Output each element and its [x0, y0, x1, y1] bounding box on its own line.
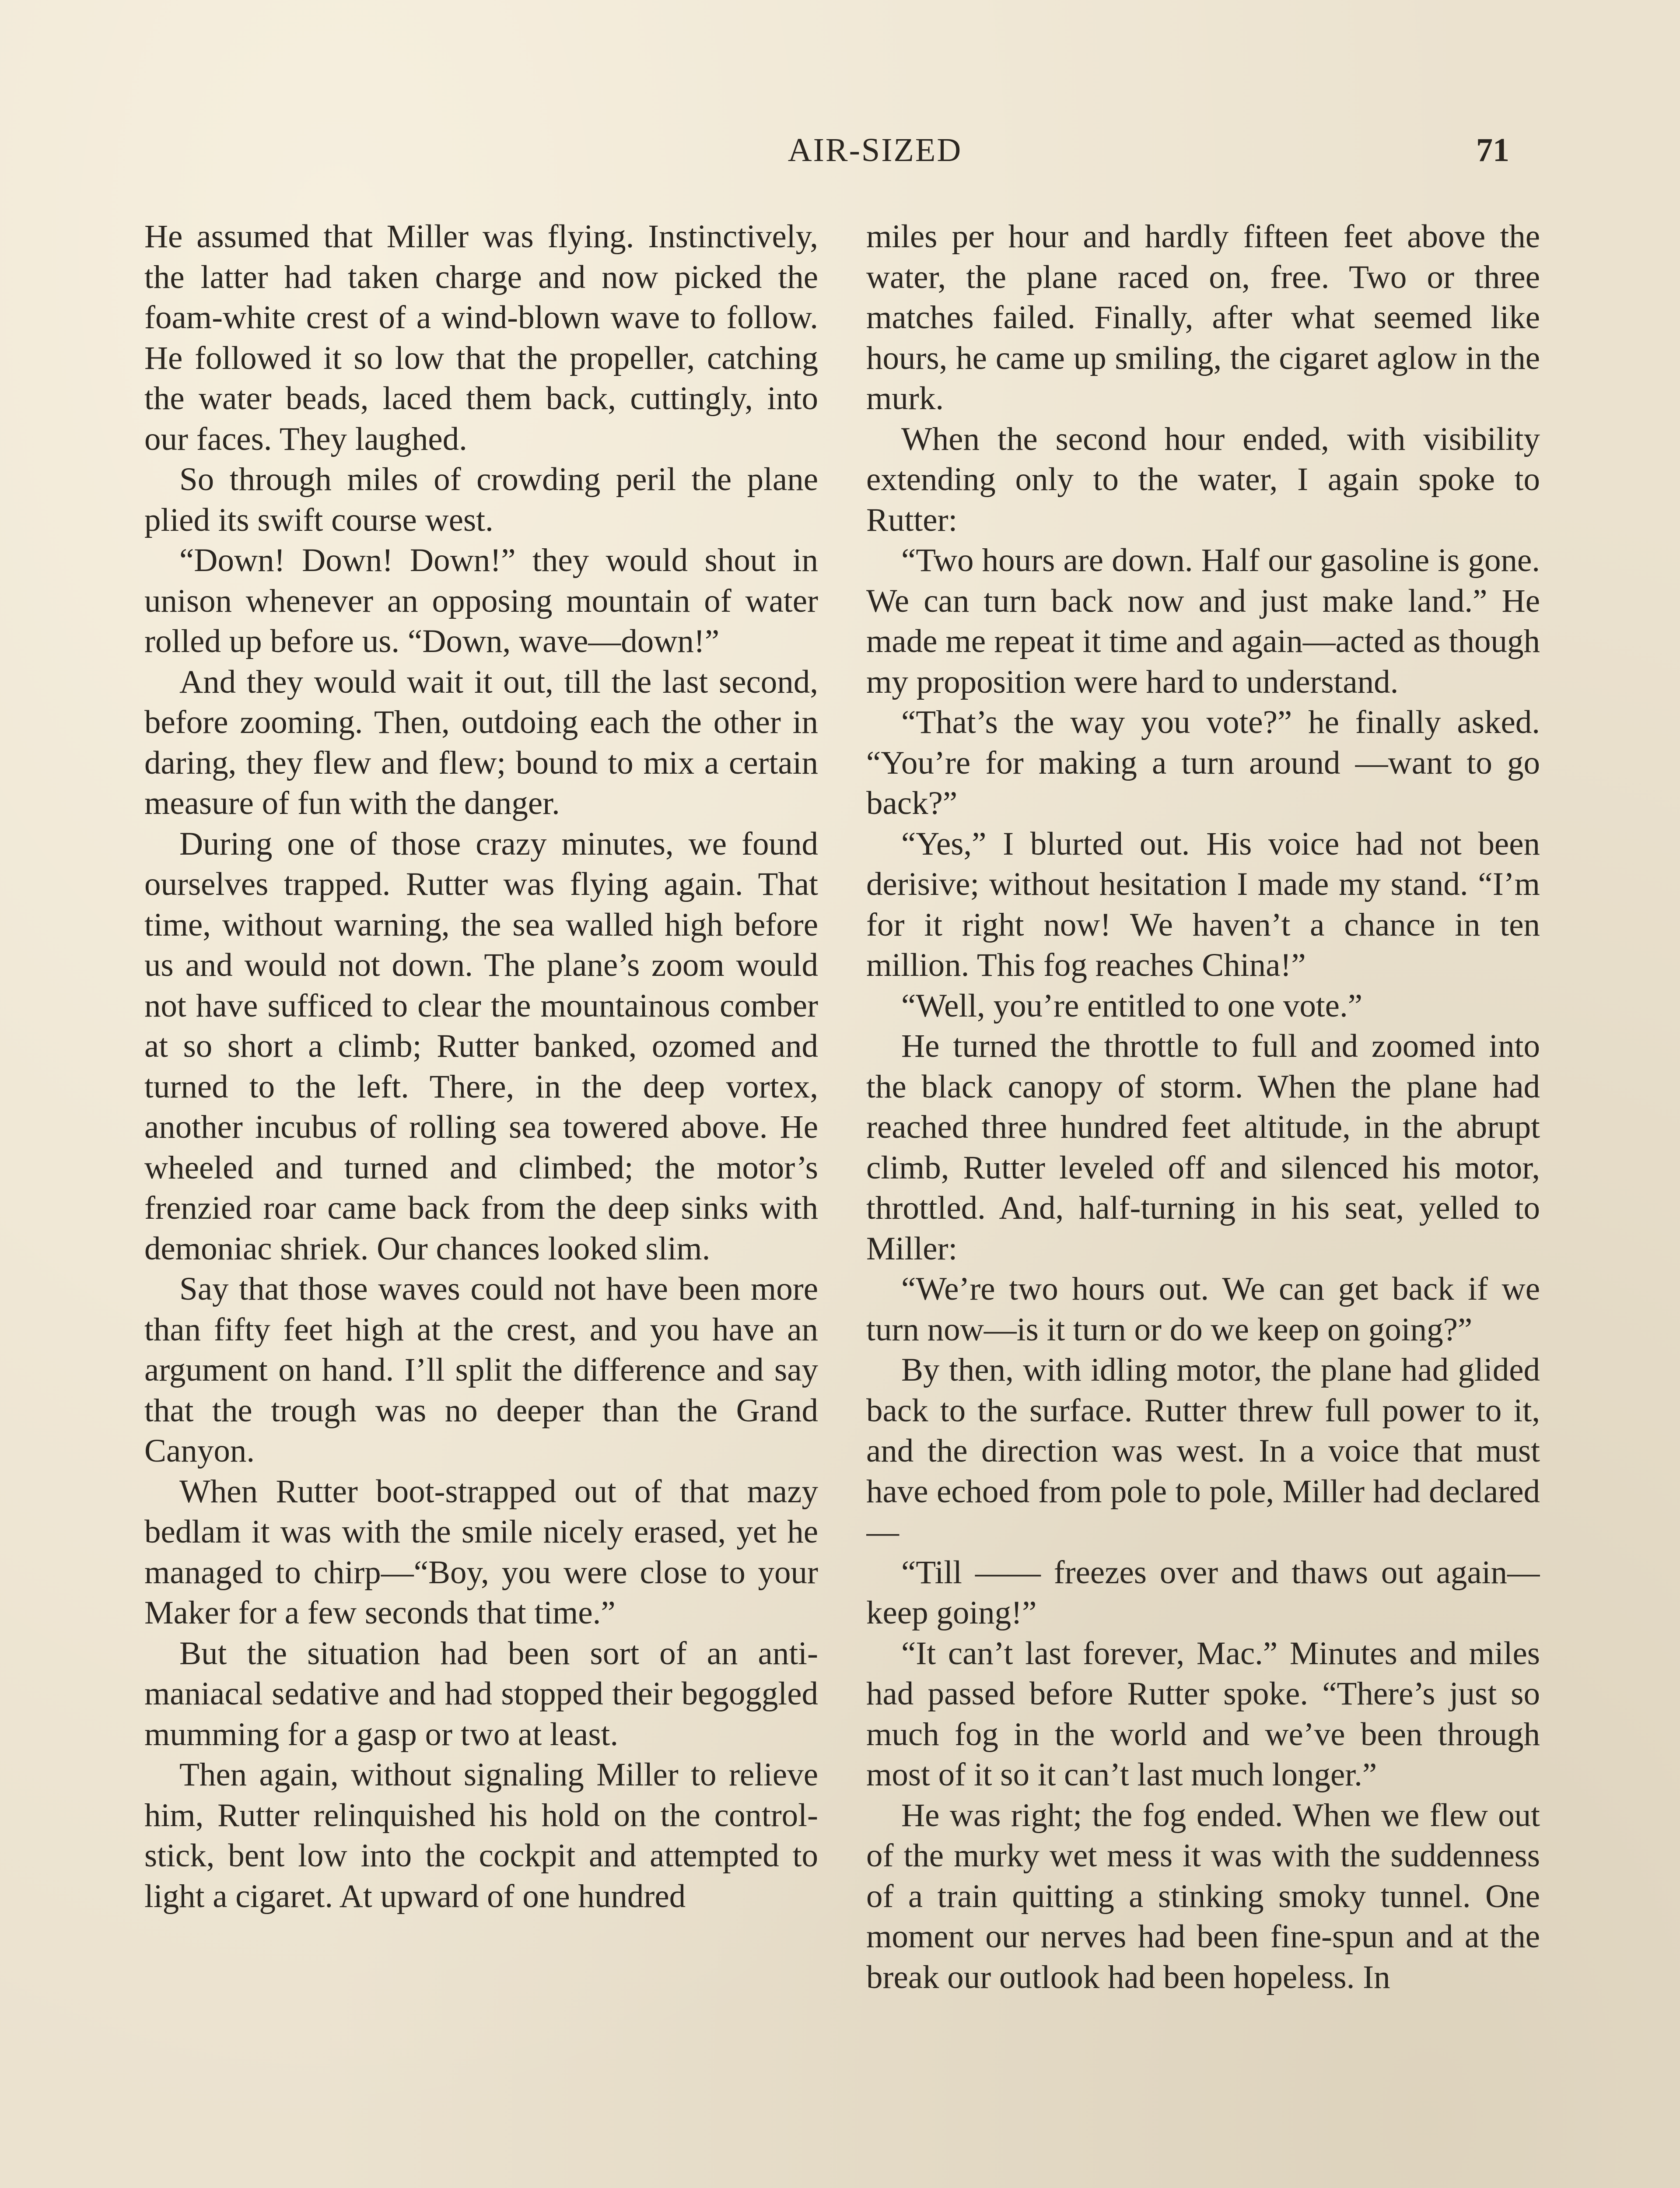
paragraph: He turned the throttle to full and zoomed into the black canopy of storm. When the plane had reached three hundred feet altitude, in the abrupt climb, Rutter leveled off and silenced his motor, throttled. And, half-turning in his seat, yelled to Miller:: [866, 1028, 1540, 1267]
page-header: [144, 131, 1549, 184]
paragraph: miles per hour and hardly fifteen feet above the water, the plane raced on, free. Two or three matches failed. Finally, after what seemed like hours, he came up smiling, the cigaret aglow in the murk.: [866, 218, 1540, 417]
text-columns: [144, 217, 1540, 2188]
right-column: [866, 217, 1540, 2188]
paragraph: “It can’t last forever, Mac.” Minutes and miles had passed before Rutter spoke. “There’s just so much fog in the world and we’ve been through most of it so it can’t last much longer.”: [866, 1635, 1540, 1793]
paragraph: When Rutter boot-strapped out of that mazy bedlam it was with the smile nicely erased, yet he managed to chirp—“Boy, you were close to your Maker for a few seconds that time.”: [144, 1473, 818, 1631]
paragraph: “Till —— freezes over and thaws out again—keep going!”: [866, 1554, 1540, 1631]
paragraph: When the second hour ended, with visibility extending only to the water, I again spoke to Rutter:: [866, 421, 1540, 538]
paragraph: Say that those waves could not have been more than fifty feet high at the crest, and you have an argument on hand. I’ll split the difference and say that the trough was no deeper than the Grand Canyon.: [144, 1271, 818, 1469]
paragraph: Then again, without signaling Miller to relieve him, Rutter relinquished his hold on the control-stick, bent low into the cockpit and attempted to light a cigaret. At upward of one hundred: [144, 1757, 818, 1914]
paragraph: “Yes,” I blurted out. His voice had not been derisive; without hesitation I made my stand. “I’m for it right now! We haven’t a chance in ten million. This fog reaches China!”: [866, 825, 1540, 983]
running-title: AIR-SIZED: [788, 132, 962, 168]
paragraph: By then, with idling motor, the plane had glided back to the surface. Rutter threw full power to it, and the direction was west. In a voice that must have echoed from pole to pole, Miller had declared—: [866, 1352, 1540, 1550]
page-number: 71: [1476, 132, 1509, 168]
paragraph: “Two hours are down. Half our gasoline is gone. We can turn back now and just make land.” He made me repeat it time and again—acted as though my proposition were hard to understand.: [866, 542, 1540, 700]
left-column: [144, 217, 818, 2188]
paragraph: “Well, you’re entitled to one vote.”: [901, 987, 1362, 1024]
paragraph: And they would wait it out, till the last second, before zooming. Then, outdoing each the other in daring, they flew and flew; bound to mix a certain measure of fun with the danger.: [144, 663, 818, 821]
paragraph: But the situation had been sort of an anti-maniacal sedative and had stopped their begoggled mumming for a gasp or two at least.: [144, 1635, 818, 1753]
paragraph: “That’s the way you vote?” he finally asked. “You’re for making a turn around —want to go back?”: [866, 704, 1540, 821]
paragraph: He was right; the fog ended. When we flew out of the murky wet mess it was with the suddenness of a train quitting a stinking smoky tunnel. One moment our nerves had been fine-spun and at the break our outlook had been hopeless. In: [866, 1797, 1540, 1995]
paragraph: During one of those crazy minutes, we found ourselves trapped. Rutter was flying again. That time, without warning, the sea walled high before us and would not down. The plane’s zoom would not have sufficed to clear the mountainous comber at so short a climb; Rutter banked, ozomed and turned to the left. There, in the deep vortex, another incubus of rolling sea towered above. He wheeled and turned and climbed; the motor’s frenzied roar came back from the deep sinks with demoniac shriek. Our chances looked slim.: [144, 825, 818, 1267]
paragraph: “We’re two hours out. We can get back if we turn now—is it turn or do we keep on going?”: [866, 1271, 1540, 1348]
paragraph: “Down! Down! Down!” they would shout in unison whenever an opposing mountain of water rolled up before us. “Down, wave—down!”: [144, 542, 818, 659]
paragraph: So through miles of crowding peril the plane plied its swift course west.: [144, 461, 818, 538]
paragraph: He assumed that Miller was flying. Instinctively, the latter had taken charge and now picked the foam-white crest of a wind-blown wave to follow. He followed it so low that the propeller, catching the water beads, laced them back, cuttingly, into our faces. They laughed.: [144, 218, 818, 457]
